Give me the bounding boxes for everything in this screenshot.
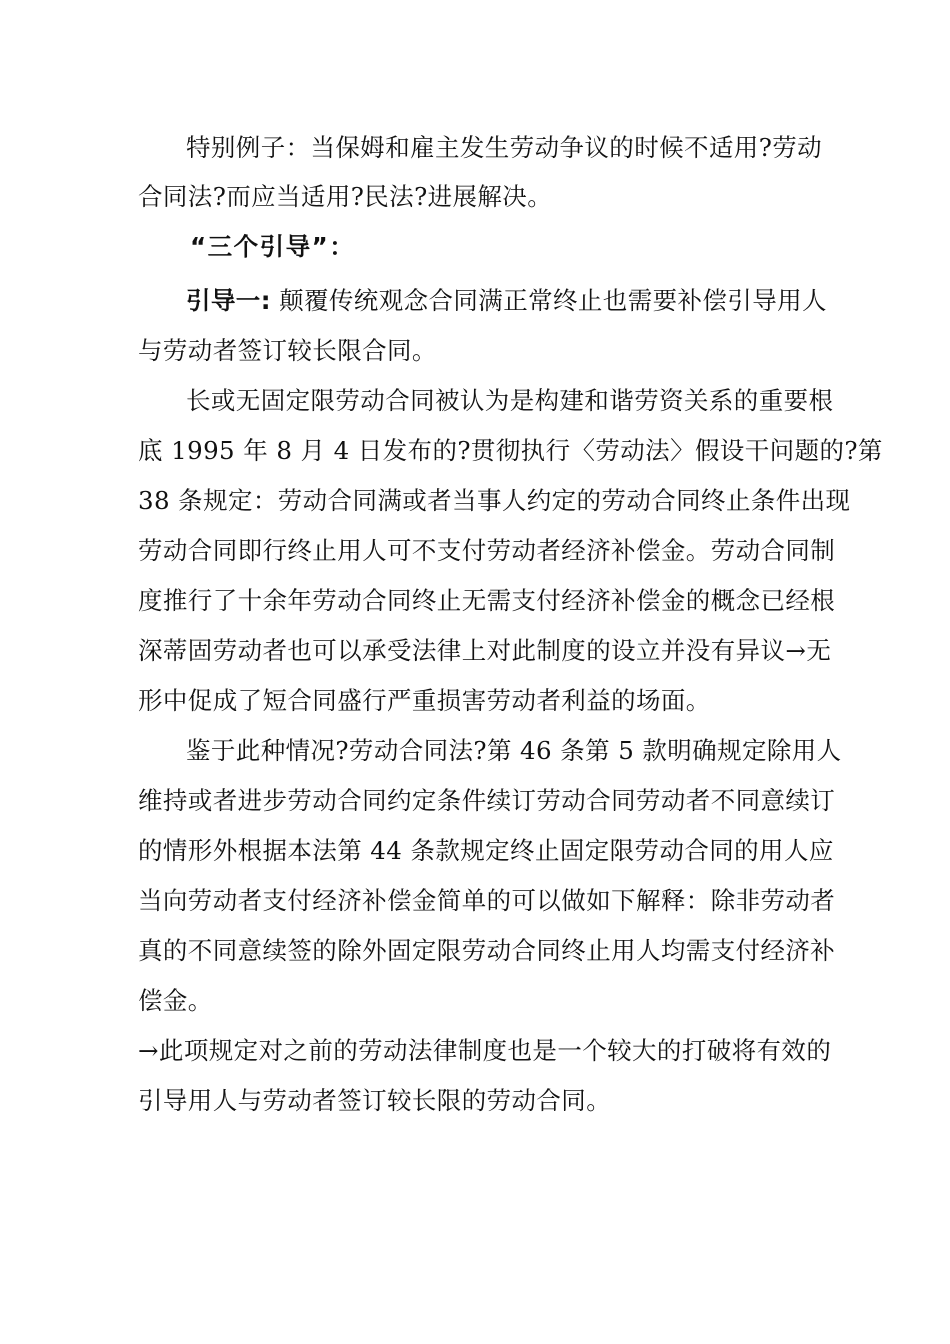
guide-one-lead: 引导一: [186,286,271,315]
paragraph-article-46-line-4: 当向劳动者支付经济补偿金简单的可以做如下解释：除非劳动者 [138,886,836,915]
paragraph-contract-line-2: 底 1995 年 8 月 4 日发布的?贯彻执行〈劳动法〉假设干问题的?第 [138,436,883,465]
paragraph-contract-line-1: 长或无固定限劳动合同被认为是构建和谐劳资关系的重要根 [186,386,834,415]
paragraph-article-46-line-1: 鉴于此种情况?劳动合同法?第 46 条第 5 款明确规定除用人 [186,736,842,765]
paragraph-contract-line-4: 劳动合同即行终止用人可不支付劳动者经济补偿金。劳动合同制 [138,536,836,565]
paragraph-contract-line-5: 度推行了十余年劳动合同终止无需支付经济补偿金的概念已经根 [138,586,836,615]
paragraph-contract-line-7: 形中促成了短合同盛行严重损害劳动者利益的场面。 [138,686,711,715]
paragraph-article-46-line-5: 真的不同意续签的除外固定限劳动合同终止用人均需支付经济补 [138,936,836,965]
section-heading: “三个引导”： [190,232,356,261]
paragraph-special-example-line-2: 合同法?而应当适用?民法?进展解决。 [138,182,553,211]
paragraph-contract-line-6: 深蒂固劳动者也可以承受法律上对此制度的设立并没有异议→无 [138,636,832,665]
guide-one-line-1 [186,286,827,316]
paragraph-article-46-line-3: 的情形外根据本法第 44 条款规定终止固定限劳动合同的用人应 [138,836,834,865]
paragraph-article-46-line-2: 维持或者进步劳动合同约定条件续订劳动合同劳动者不同意续订 [138,786,836,815]
paragraph-contract-line-3: 38 条规定：劳动合同满或者当事人约定的劳动合同终止条件出现 [138,486,851,515]
paragraph-article-46-line-6: 偿金。 [138,986,213,1015]
paragraph-conclusion-line-1: →此项规定对之前的劳动法律制度也是一个较大的打破将有效的 [138,1036,832,1065]
paragraph-conclusion-line-2: 引导用人与劳动者签订较长限的劳动合同。 [138,1086,612,1115]
guide-one-text: 颠覆传统观念合同满正常终止也需要补偿引导用人 [270,286,827,315]
guide-one-line-2: 与劳动者签订较长限合同。 [138,336,437,365]
paragraph-special-example-line-1: 特别例子：当保姆和雇主发生劳动争议的时候不适用?劳动 [186,133,823,162]
